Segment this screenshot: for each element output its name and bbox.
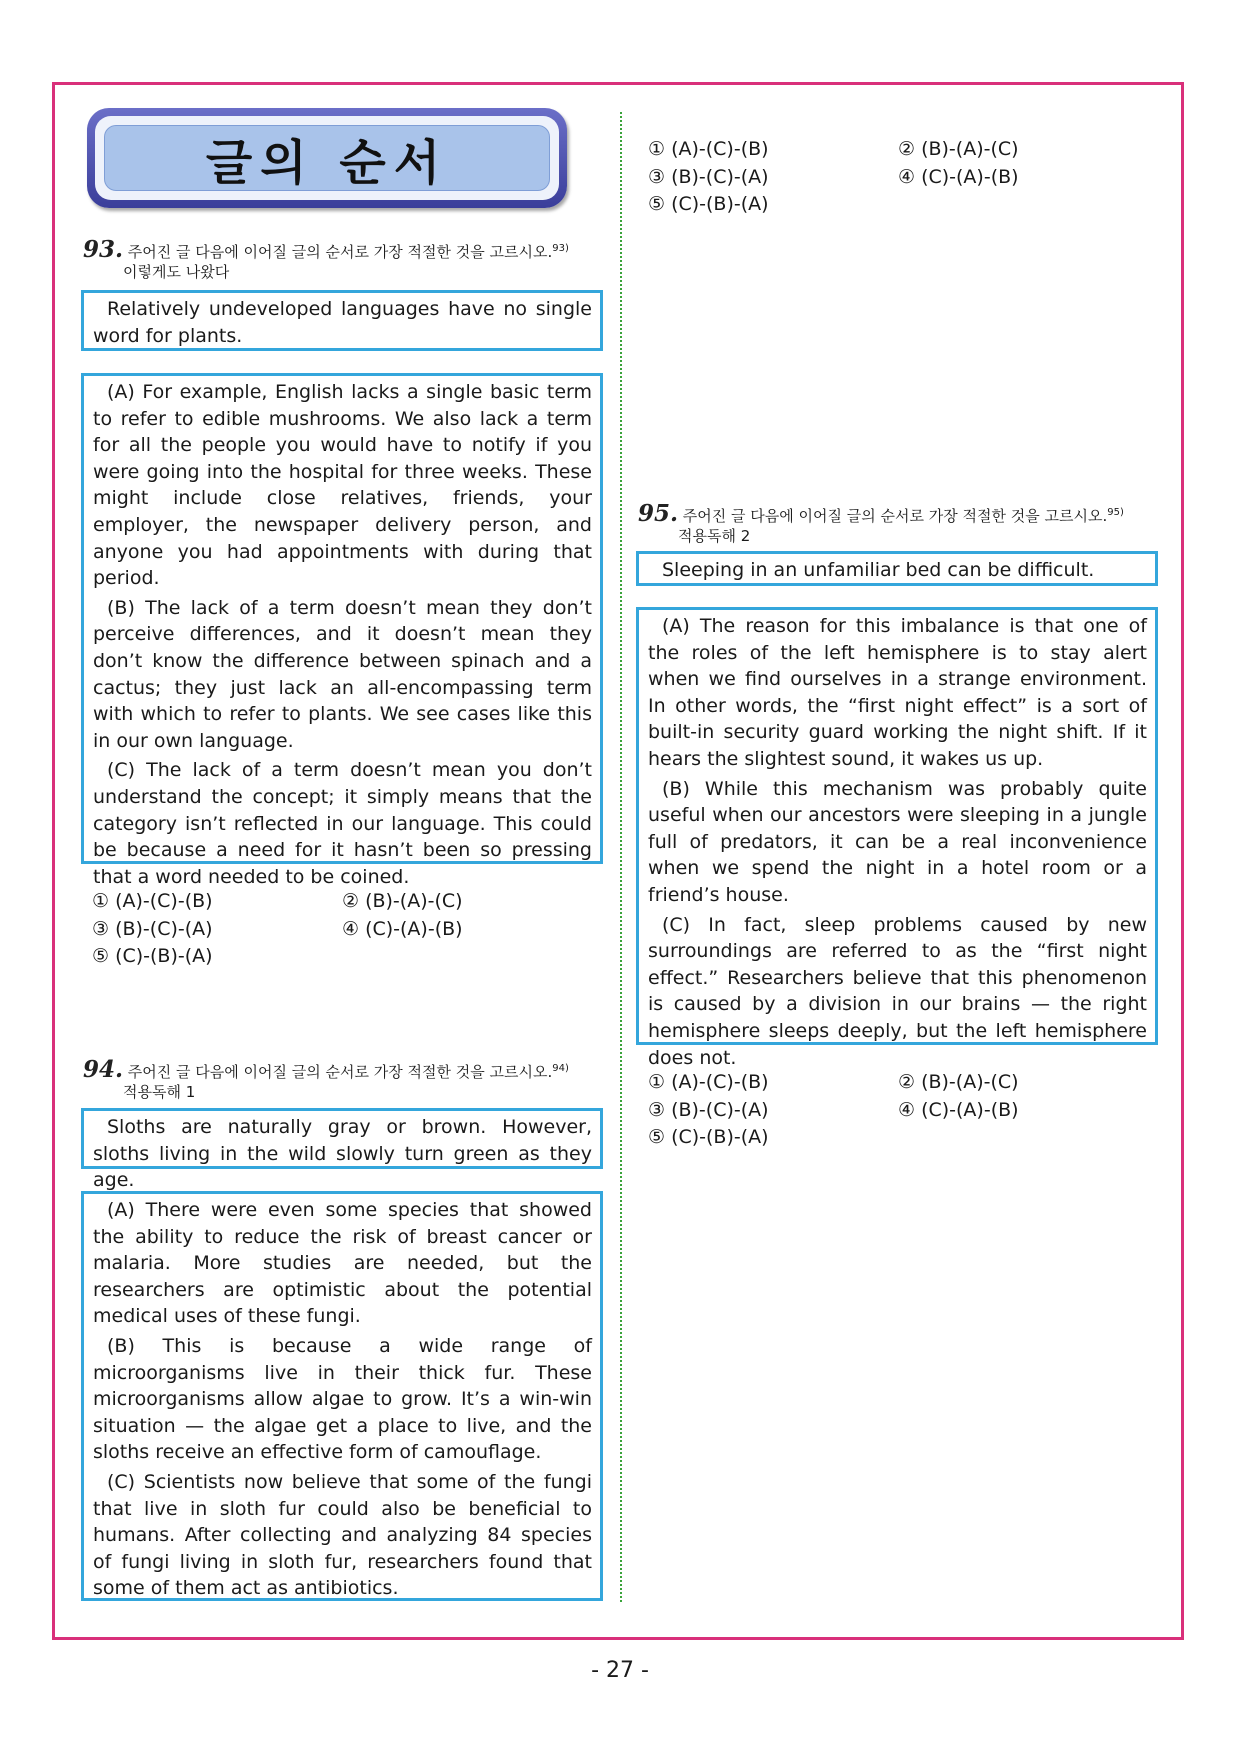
footnote-marker: 95) xyxy=(1107,507,1124,518)
question-95-passage-box xyxy=(636,607,1158,1069)
question-source: 적용독해 1 xyxy=(123,1083,196,1101)
choice-2[interactable]: ② (B)-(A)-(C) xyxy=(898,138,1019,160)
page-number: - 27 - xyxy=(591,1658,649,1683)
question-95-given-box xyxy=(636,551,1158,586)
question-number: 94. xyxy=(83,1056,124,1083)
column-divider xyxy=(620,112,622,1602)
question-94-passage-box xyxy=(81,1191,603,1601)
question-instruction: 주어진 글 다음에 이어질 글의 순서로 가장 적절한 것을 고르시오. xyxy=(127,1063,553,1081)
question-source: 적용독해 2 xyxy=(678,527,751,545)
paragraph-a: (A) For example, English lacks a single basic term to refer to edible mushrooms. We also lack a term for all the people you would have to notify if you were going into the hospital for three weeks. These might include close relatives, friends, your employer, the newspaper delivery person, and anyone you had appointments with during that period. xyxy=(93,381,592,590)
question-instruction: 주어진 글 다음에 이어질 글의 순서로 가장 적절한 것을 고르시오. xyxy=(127,243,553,261)
choice-3[interactable]: ③ (B)-(C)-(A) xyxy=(648,165,769,188)
question-number: 95. xyxy=(638,500,679,527)
choice-3[interactable]: ③ (B)-(C)-(A) xyxy=(648,1098,769,1121)
choice-5[interactable]: ⑤ (C)-(B)-(A) xyxy=(648,193,769,215)
choice-1[interactable]: ① (A)-(C)-(B) xyxy=(648,138,769,160)
question-94-given-box xyxy=(81,1108,603,1192)
paragraph-b: (B) This is because a wide range of microorganisms live in their thick fur. These microorganisms allow algae to grow. It’s a win-win situation — the algae get a place to live, and the sloths receive an effective form of camouflage. xyxy=(93,1334,592,1464)
title-banner-inner xyxy=(104,125,550,191)
title-banner xyxy=(87,108,567,208)
question-93-choices xyxy=(92,888,592,971)
carryover-choices xyxy=(648,136,1148,219)
footnote-marker: 93) xyxy=(552,243,569,254)
question-94-header xyxy=(83,1058,623,1103)
question-95-choices xyxy=(648,1069,1148,1152)
given-text: Sleeping in an unfamiliar bed can be difficult. xyxy=(662,559,1095,581)
section-title: 글의 순서 xyxy=(205,134,449,191)
choice-3[interactable]: ③ (B)-(C)-(A) xyxy=(92,917,213,940)
question-number: 93. xyxy=(83,236,124,263)
paragraph-c: (C) The lack of a term doesn’t mean you don’t understand the concept; it simply means that the category isn’t reflected in our language. This could be because a need for it hasn’t been so pressing that a word needed to be coined. xyxy=(93,759,592,888)
paragraph-c: (C) Scientists now believe that some of the fungi that live in sloth fur could also be beneficial to humans. After collecting and analyzing 84 species of fungi living in sloth fur, researchers found that some of them act as antibiotics. xyxy=(93,1470,592,1600)
choice-1[interactable]: ① (A)-(C)-(B) xyxy=(92,890,213,912)
paragraph-a: (A) There were even some species that showed the ability to reduce the risk of breast cancer or malaria. More studies are needed, but the researchers are optimistic about the potential medical uses of these fungi. xyxy=(93,1199,592,1328)
title-banner-border xyxy=(95,116,559,200)
paragraph-c: (C) In fact, sleep problems caused by new surroundings are referred to as the “first night effect.” Researchers believe that this phenomenon is caused by a division in our brains — the right hemisphere sleeps deeply, but the left hemisphere does not. xyxy=(648,913,1147,1069)
question-93-passage-box xyxy=(81,373,603,888)
choice-2[interactable]: ② (B)-(A)-(C) xyxy=(898,1071,1019,1093)
paragraph-b: (B) While this mechanism was probably quite useful when our ancestors were sleeping in a jungle full of predators, it can be a real inconvenience when we spend the night in a hotel room or a friend’s house. xyxy=(648,777,1147,906)
question-source: 이렇게도 나왔다 xyxy=(123,263,230,281)
question-instruction: 주어진 글 다음에 이어질 글의 순서로 가장 적절한 것을 고르시오. xyxy=(682,507,1108,525)
choice-5[interactable]: ⑤ (C)-(B)-(A) xyxy=(92,945,213,967)
choice-2[interactable]: ② (B)-(A)-(C) xyxy=(342,890,463,912)
question-93-header xyxy=(83,238,623,283)
choice-4[interactable]: ④ (C)-(A)-(B) xyxy=(898,1098,1019,1121)
question-93-given-box xyxy=(81,290,603,351)
paragraph-a: (A) The reason for this imbalance is that one of the roles of the left hemisphere is to stay alert when we find ourselves in a strange environment. In other words, the “first night effect” is a sort of built-in security guard working the night shift. If it hears the slightest sound, it wakes us up. xyxy=(648,615,1147,770)
choice-1[interactable]: ① (A)-(C)-(B) xyxy=(648,1071,769,1093)
choice-4[interactable]: ④ (C)-(A)-(B) xyxy=(898,165,1019,188)
question-95-header xyxy=(638,502,1178,547)
given-text: Relatively undeveloped languages have no single word for plants. xyxy=(93,298,592,347)
footnote-marker: 94) xyxy=(552,1063,569,1074)
given-text: Sloths are naturally gray or brown. However, sloths living in the wild slowly turn green as they age. xyxy=(93,1116,592,1192)
paragraph-b: (B) The lack of a term doesn’t mean they don’t perceive differences, and it doesn’t mean they don’t know the difference between spinach and a cactus; they just lack an all-encompassing term with which to refer to plants. We see cases like this in our own language. xyxy=(93,596,592,752)
choice-5[interactable]: ⑤ (C)-(B)-(A) xyxy=(648,1126,769,1148)
choice-4[interactable]: ④ (C)-(A)-(B) xyxy=(342,917,463,940)
